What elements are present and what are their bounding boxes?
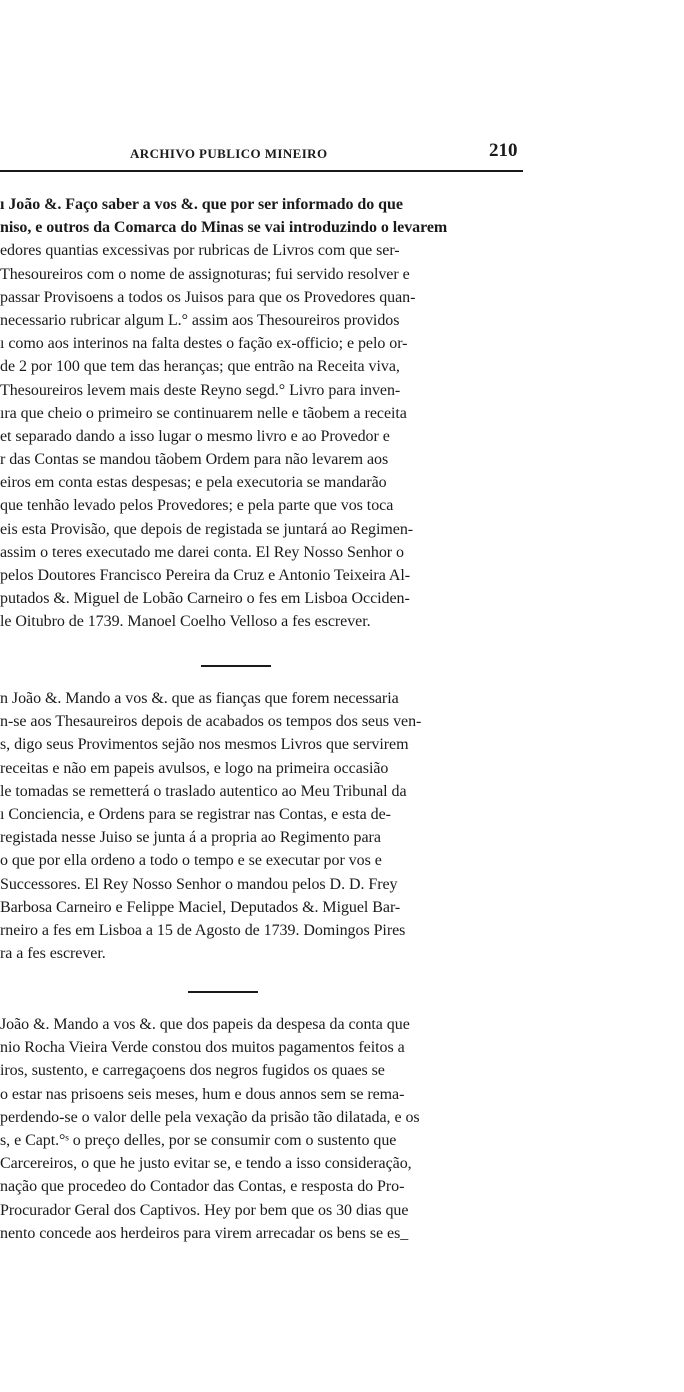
paragraph-line: passar Provisoens a todos os Juisos para que os Provedores quan- xyxy=(0,288,416,306)
section-separator xyxy=(188,991,258,993)
paragraph-line: iros, sustento, e carregaçoens dos negros fugidos os quaes se xyxy=(0,1062,385,1080)
paragraph-line: João &. Mando a vos &. que dos papeis da despesa da conta que xyxy=(0,1016,410,1033)
paragraph-line: s, digo seus Provimentos sejão nos mesmos Livros que servirem xyxy=(0,736,409,754)
header-rule xyxy=(0,170,523,172)
paragraph-line: le tomadas se remetterá o traslado autentico ao Meu Tribunal da xyxy=(0,782,407,800)
paragraph-line: perdendo-se o valor delle pela vexação da prisão tão dilatada, e os xyxy=(0,1108,420,1126)
paragraph-line: Procurador Geral dos Captivos. Hey por bem que os 30 dias que xyxy=(0,1201,409,1219)
paragraph-line: edores quantias excessivas por rubricas de Livros com que ser- xyxy=(0,242,400,260)
paragraph-line: ı como aos interinos na falta destes o fação ex-officio; e pelo or- xyxy=(0,335,408,353)
paragraph-2 xyxy=(0,687,540,965)
paragraph-line: ı Conciencia, e Ordens para se registrar nas Contas, e esta de- xyxy=(0,805,391,823)
paragraph-line: et separado dando a isso lugar o mesmo livro e ao Provedor e xyxy=(0,427,390,445)
paragraph-3 xyxy=(0,1013,540,1245)
paragraph-line: necessario rubricar algum L.° assim aos Thesoureiros providos xyxy=(0,311,400,329)
paragraph-line: nação que procedeo do Contador das Contas, e resposta do Pro- xyxy=(0,1178,405,1196)
paragraph-line: rneiro a fes em Lisboa a 15 de Agosto de 1739. Domingos Pires xyxy=(0,921,406,939)
paragraph-line: Carcereiros, o que he justo evitar se, e tendo a isso consideração, xyxy=(0,1155,412,1173)
paragraph-line: Thesoureiros com o nome de assignoturas; fui servido resolver e xyxy=(0,265,410,283)
paragraph-line: receitas e não em papeis avulsos, e logo na primeira occasião xyxy=(0,759,389,777)
paragraph-line: pelos Doutores Francisco Pereira da Cruz e Antonio Teixeira Al- xyxy=(0,567,410,584)
paragraph-line: ıra que cheio o primeiro se continuarem nelle e tãobem a receita xyxy=(0,404,407,422)
page-number: 210 xyxy=(489,140,518,161)
paragraph-line: que tenhão levado pelos Provedores; e pela parte que vos toca xyxy=(0,497,394,515)
paragraph-line: r das Contas se mandou tãobem Ordem para não levarem aos xyxy=(0,451,389,469)
paragraph-line: ra a fes escrever. xyxy=(0,945,106,963)
paragraph-line: eiros em conta estas despesas; e pela executoria se mandarão xyxy=(0,474,387,492)
paragraph-line: ı João &. Faço saber a vos &. que por ser informado do que xyxy=(0,196,403,213)
paragraph-line: Successores. El Rey Nosso Senhor o mandou pelos D. D. Frey xyxy=(0,875,398,893)
paragraph-line: de 2 por 100 que tem das heranças; que entrão na Receita viva, xyxy=(0,358,400,376)
paragraph-line: nio Rocha Vieira Verde constou dos muitos pagamentos feitos a xyxy=(0,1039,405,1057)
paragraph-line: n-se aos Thesaureiros depois de acabados os tempos dos seus ven- xyxy=(0,713,422,731)
paragraph-line: eis esta Provisão, que depois de registada se juntará ao Regimen- xyxy=(0,520,414,538)
paragraph-line: Barbosa Carneiro e Felippe Maciel, Deputados &. Miguel Bar- xyxy=(0,898,401,916)
paragraph-line: le Oitubro de 1739. Manoel Coelho Velloso a fes escrever. xyxy=(0,613,371,631)
section-separator xyxy=(201,665,271,667)
running-head xyxy=(0,136,530,176)
running-head-title: ARCHIVO PUBLICO MINEIRO xyxy=(130,146,328,161)
paragraph-line: registada nesse Juiso se junta á a propria ao Regimento para xyxy=(0,829,381,847)
paragraph-line: putados &. Miguel de Lobão Carneiro o fes em Lisboa Occiden- xyxy=(0,590,410,608)
paragraph-line: niso, e outros da Comarca do Minas se vai introduzindo o levarem xyxy=(0,219,448,237)
paragraph-line: Thesoureiros levem mais deste Reyno segd.° Livro para inven- xyxy=(0,381,401,399)
paragraph-line: assim o teres executado me darei conta. El Rey Nosso Senhor o xyxy=(0,543,404,561)
paragraph-1 xyxy=(0,193,540,634)
paragraph-line: o estar nas prisoens seis meses, hum e dous annos sem se rema- xyxy=(0,1085,405,1103)
paragraph-line: nento concede aos herdeiros para virem arrecadar os bens se es_ xyxy=(0,1224,409,1242)
paragraph-line: o que por ella ordeno a todo o tempo e se executar por vos e xyxy=(0,852,382,870)
paragraph-line: s, e Capt.°ˢ o preço delles, por se consumir com o sustento que xyxy=(0,1131,397,1149)
paragraph-line: n João &. Mando a vos &. que as fianças que forem necessaria xyxy=(0,690,399,707)
